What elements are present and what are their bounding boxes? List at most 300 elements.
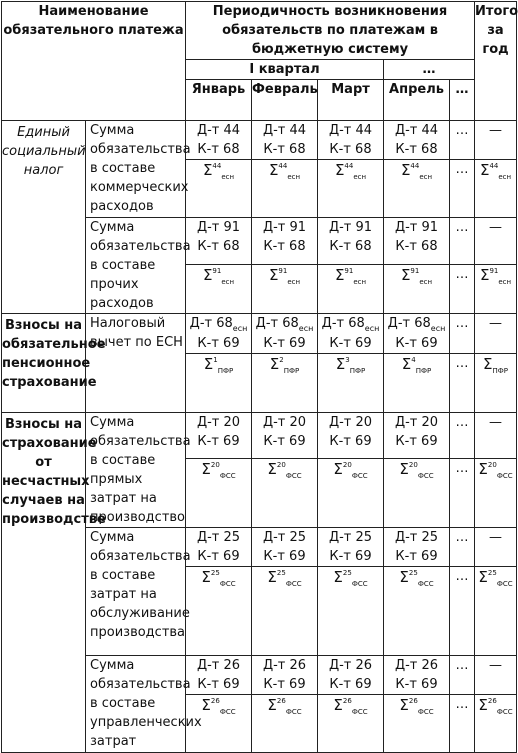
header-period-cell (186, 2, 475, 60)
description-cell (86, 314, 186, 413)
sigma-superscript: 26 (408, 697, 418, 705)
ellipsis-cell (450, 656, 475, 695)
debit-entry (318, 413, 383, 432)
credit-text: К-т 68 (197, 239, 240, 254)
entry-cell (252, 413, 318, 459)
sigma-symbol: Σ (268, 161, 279, 179)
debit-entry (252, 218, 317, 237)
credit-text: К-т 69 (329, 549, 372, 564)
sigma-subscript: есн (287, 278, 301, 287)
group-name: Единый социальный налог (2, 125, 86, 178)
debit-text: Д-т 25 (328, 530, 373, 545)
description-cell (86, 218, 191, 314)
sum-cell (252, 567, 318, 656)
sum-cell (186, 459, 252, 528)
obligation-description: Сумма обязательства в составе управленческих затрат (90, 658, 202, 749)
credit-text: К-т 68 (395, 142, 438, 157)
credit-entry (318, 140, 383, 159)
ellipsis-cell (450, 314, 475, 354)
sigma-subscript: ПФР (283, 367, 300, 375)
sigma-superscript: 26 (210, 697, 220, 705)
credit-text: К-т 69 (329, 336, 372, 351)
sigma-subscript: есн (419, 173, 433, 181)
entry-cell (252, 121, 318, 160)
sum-cell (186, 160, 252, 218)
ellipsis-cell (450, 459, 475, 528)
debit-text: Д-т 44 (394, 123, 439, 138)
sum-formula (384, 459, 449, 482)
month-label: Январь (191, 82, 246, 97)
dash: — (489, 415, 503, 430)
ellipsis-cell (450, 218, 475, 265)
sigma-subscript: есн (353, 278, 367, 287)
sigma-subscript: ФСС (219, 580, 236, 588)
entry-cell (318, 656, 384, 695)
sum-formula (318, 459, 383, 482)
sigma-superscript: 44 (410, 162, 420, 170)
sigma-subscript: ФСС (496, 580, 513, 588)
credit-text: К-т 69 (395, 434, 438, 449)
debit-text: Д-т 26 (196, 658, 241, 673)
debit-entry (384, 413, 449, 432)
group-name: Взносы на обязательное пенсионное страхование (2, 318, 106, 390)
month-ellipsis-text: … (455, 82, 469, 97)
sum-formula (252, 160, 317, 183)
sigma-symbol: Σ (401, 355, 412, 373)
sigma-symbol: Σ (399, 568, 409, 586)
group-name: Взносы на страхование от несчастных случаев на производстве (2, 417, 106, 527)
credit-text: К-т 68 (263, 142, 306, 157)
credit-entry (252, 675, 317, 694)
credit-text: К-т 69 (197, 434, 240, 449)
sigma-superscript: 44 (212, 162, 222, 170)
dash: — (489, 316, 503, 331)
total-sum-cell (475, 695, 517, 753)
sigma-symbol: Σ (400, 161, 411, 179)
sigma-symbol: Σ (202, 266, 213, 285)
entry-cell (252, 314, 318, 354)
ellipsis-cell (450, 121, 475, 160)
credit-entry (384, 140, 449, 159)
sigma-subscript: есн (353, 173, 367, 181)
total-formula (475, 567, 516, 590)
credit-text: К-т 68 (329, 142, 372, 157)
ellipsis: … (455, 415, 469, 430)
credit-entry (252, 237, 317, 256)
credit-text: К-т 69 (329, 434, 372, 449)
total-sum-cell (475, 567, 517, 656)
debit-text: Д-т 44 (196, 123, 241, 138)
entry-cell (318, 413, 384, 459)
debit-subscript: есн (232, 324, 248, 333)
sum-formula (186, 459, 251, 482)
entry-cell (384, 121, 450, 160)
ellipsis: … (455, 123, 469, 138)
debit-text: Д-т 25 (262, 530, 307, 545)
sum-formula (384, 567, 449, 590)
debit-text: Д-т 44 (262, 123, 307, 138)
sigma-symbol: Σ (483, 355, 493, 373)
total-formula (475, 695, 516, 718)
sigma-subscript: есн (221, 278, 235, 287)
sigma-superscript: 44 (344, 162, 354, 170)
sigma-subscript: ПФР (492, 367, 509, 375)
sigma-symbol: Σ (203, 355, 214, 373)
sum-formula (384, 265, 449, 288)
sigma-superscript: 25 (210, 569, 220, 577)
debit-text: Д-т 68 (189, 316, 233, 331)
debit-entry (186, 656, 251, 675)
credit-entry (186, 237, 251, 256)
credit-entry (318, 547, 383, 566)
ellipsis: … (455, 658, 469, 673)
debit-entry (252, 656, 317, 675)
sigma-subscript: ФСС (219, 472, 236, 481)
sum-cell (384, 265, 450, 314)
obligation-description: Сумма обязательства в составе прочих расходов (90, 220, 191, 311)
total-formula (475, 160, 516, 183)
month-label: Февраль (252, 82, 318, 97)
group-name-cell (2, 413, 106, 753)
sigma-symbol: Σ (268, 266, 279, 285)
sum-formula (252, 567, 317, 590)
ellipsis-cell (450, 528, 475, 567)
sigma-subscript: ФСС (351, 580, 368, 588)
sigma-superscript: 20 (210, 461, 220, 470)
sigma-subscript: ФСС (285, 708, 302, 716)
debit-entry (384, 218, 449, 237)
credit-text: К-т 68 (329, 239, 372, 254)
group-name-cell (2, 314, 106, 413)
debit-entry (384, 528, 449, 547)
debit-text: Д-т 25 (196, 530, 241, 545)
sum-cell (384, 160, 450, 218)
credit-text: К-т 69 (263, 336, 306, 351)
sum-formula (384, 695, 449, 718)
description-cell (86, 121, 191, 218)
sigma-subscript: ФСС (417, 580, 434, 588)
debit-text: Д-т 44 (328, 123, 373, 138)
sigma-symbol: Σ (399, 460, 409, 479)
debit-text: Д-т 68 (321, 316, 365, 331)
month-apr (384, 80, 450, 121)
sigma-symbol: Σ (333, 696, 343, 714)
debit-entry (318, 218, 383, 237)
sum-formula (318, 567, 383, 590)
sum-cell (252, 160, 318, 218)
sigma-symbol: Σ (267, 696, 277, 714)
sigma-symbol: Σ (479, 161, 490, 179)
sigma-superscript: 26 (487, 697, 497, 705)
ellipsis: … (455, 316, 469, 331)
debit-entry (318, 528, 383, 547)
table-row (2, 121, 517, 160)
entry-cell (318, 121, 384, 160)
debit-entry (186, 528, 251, 547)
obligation-description: Налоговый вычет по ЕСН (90, 316, 183, 350)
sum-formula (252, 265, 317, 288)
sigma-symbol: Σ (269, 355, 280, 373)
credit-text: К-т 69 (263, 677, 306, 692)
sum-cell (318, 695, 384, 753)
credit-text: К-т 69 (329, 677, 372, 692)
credit-text: К-т 69 (197, 336, 240, 351)
debit-text: Д-т 20 (196, 415, 241, 430)
month-label: Март (331, 82, 370, 97)
total-sum-cell (475, 265, 517, 314)
credit-entry (318, 432, 383, 451)
credit-text: К-т 69 (197, 549, 240, 564)
sum-formula (186, 160, 251, 183)
entry-cell (186, 314, 252, 354)
sum-cell (252, 265, 318, 314)
entry-cell (384, 656, 450, 695)
quarter-cell (186, 60, 384, 80)
sum-formula (384, 160, 449, 183)
sigma-subscript: ФСС (285, 580, 302, 588)
description-cell (86, 413, 191, 528)
sum-cell (384, 354, 450, 413)
sigma-subscript: ФСС (351, 472, 368, 481)
sum-formula (186, 567, 251, 590)
sigma-superscript: 25 (408, 569, 418, 577)
sum-cell (252, 459, 318, 528)
credit-entry (318, 334, 383, 353)
debit-text: Д-т 91 (196, 220, 241, 235)
sigma-subscript: есн (221, 173, 235, 181)
month-mar (318, 80, 384, 121)
credit-entry (252, 334, 317, 353)
entry-cell (318, 314, 384, 354)
debit-text: Д-т 20 (328, 415, 373, 430)
ellipsis: … (455, 697, 469, 712)
debit-text: Д-т 20 (262, 415, 307, 430)
debit-entry (252, 528, 317, 547)
sigma-superscript: 91 (489, 267, 499, 276)
table-body (2, 2, 517, 753)
credit-entry (186, 140, 251, 159)
credit-entry (318, 675, 383, 694)
credit-entry (252, 432, 317, 451)
sigma-symbol: Σ (333, 460, 343, 479)
sum-formula (384, 354, 449, 377)
sum-cell (318, 265, 384, 314)
group-name-cell (2, 121, 86, 314)
credit-text: К-т 68 (197, 142, 240, 157)
sigma-superscript: 20 (276, 461, 286, 470)
sigma-symbol: Σ (267, 568, 277, 586)
sigma-subscript: ФСС (285, 472, 302, 481)
quarter-label: I квартал (249, 62, 320, 77)
credit-text: К-т 69 (263, 434, 306, 449)
entry-cell (384, 413, 450, 459)
sigma-symbol: Σ (335, 355, 346, 373)
entry-cell (186, 413, 252, 459)
entry-cell (318, 218, 384, 265)
ellipsis: … (455, 356, 469, 371)
credit-text: К-т 69 (395, 549, 438, 564)
debit-text: Д-т 68 (387, 316, 431, 331)
sigma-symbol: Σ (479, 266, 490, 285)
entry-cell (384, 314, 450, 354)
sigma-subscript: ФСС (351, 708, 368, 716)
sum-cell (318, 567, 384, 656)
sigma-superscript: 91 (344, 267, 354, 276)
total-dash-cell (475, 314, 517, 354)
sigma-subscript: ФСС (417, 708, 434, 716)
sigma-subscript: ФСС (496, 708, 513, 716)
sum-cell (252, 695, 318, 753)
credit-entry (186, 547, 251, 566)
debit-text: Д-т 25 (394, 530, 439, 545)
sum-cell (186, 354, 252, 413)
header-name-cell (2, 2, 186, 121)
debit-entry (186, 314, 251, 334)
sigma-superscript: 91 (278, 267, 288, 276)
quarter-ellipsis: … (422, 62, 436, 77)
total-sum-cell (475, 160, 517, 218)
header-period-text: Периодичность возникновения обязательств по платежам в бюджетную систему (212, 4, 448, 57)
sigma-subscript: есн (419, 278, 433, 287)
sigma-symbol: Σ (334, 161, 345, 179)
sigma-superscript: 25 (487, 569, 497, 577)
sigma-symbol: Σ (201, 568, 211, 586)
debit-entry (384, 314, 449, 334)
table-row (2, 314, 517, 354)
credit-entry (384, 237, 449, 256)
header-total-cell (475, 2, 517, 121)
obligation-description: Сумма обязательства в составе прямых затрат на производство (90, 415, 191, 525)
debit-text: Д-т 26 (262, 658, 307, 673)
entry-cell (252, 528, 318, 567)
credit-text: К-т 69 (197, 677, 240, 692)
debit-subscript: есн (430, 324, 446, 333)
credit-text: К-т 69 (263, 549, 306, 564)
sum-formula (318, 265, 383, 288)
ellipsis: … (455, 267, 469, 283)
sum-cell (318, 160, 384, 218)
sigma-symbol: Σ (478, 696, 488, 714)
sigma-symbol: Σ (478, 568, 488, 586)
credit-entry (186, 675, 251, 694)
sigma-superscript: 1 (213, 356, 218, 364)
debit-entry (318, 121, 383, 140)
quarter-ellipsis-cell (384, 60, 475, 80)
sigma-superscript: 44 (489, 162, 499, 170)
sigma-superscript: 25 (276, 569, 286, 577)
obligations-table (1, 1, 517, 753)
sigma-symbol: Σ (399, 696, 409, 714)
total-dash-cell (475, 656, 517, 695)
sigma-superscript: 25 (342, 569, 352, 577)
sigma-superscript: 20 (342, 461, 352, 470)
debit-text: Д-т 91 (262, 220, 307, 235)
sigma-superscript: 20 (487, 461, 497, 470)
credit-entry (318, 237, 383, 256)
debit-entry (252, 121, 317, 140)
sigma-superscript: 3 (345, 356, 350, 364)
sigma-symbol: Σ (400, 266, 411, 285)
sigma-subscript: есн (287, 173, 301, 181)
sum-cell (318, 354, 384, 413)
credit-entry (384, 675, 449, 694)
sum-cell (384, 695, 450, 753)
ellipsis-cell (450, 160, 475, 218)
credit-text: К-т 68 (395, 239, 438, 254)
total-dash-cell (475, 218, 517, 265)
credit-entry (186, 432, 251, 451)
credit-entry (384, 432, 449, 451)
total-dash-cell (475, 121, 517, 160)
sigma-superscript: 2 (279, 356, 284, 364)
ellipsis: … (455, 461, 469, 477)
ellipsis-cell (450, 413, 475, 459)
total-formula (475, 459, 516, 482)
sum-formula (186, 265, 251, 288)
entry-cell (186, 218, 252, 265)
debit-text: Д-т 26 (328, 658, 373, 673)
sum-cell (252, 354, 318, 413)
description-cell (86, 528, 191, 656)
sigma-superscript: 91 (212, 267, 222, 276)
sigma-subscript: ПФР (415, 367, 432, 375)
month-jan (186, 80, 252, 121)
sum-cell (186, 265, 252, 314)
sigma-subscript: есн (498, 278, 512, 287)
debit-text: Д-т 68 (255, 316, 299, 331)
debit-entry (318, 314, 383, 334)
debit-entry (186, 218, 251, 237)
entry-cell (384, 528, 450, 567)
credit-entry (384, 334, 449, 353)
month-feb (252, 80, 318, 121)
ellipsis-cell (450, 265, 475, 314)
header-name-text: Наименование обязательного платежа (3, 4, 184, 38)
ellipsis: … (455, 162, 469, 177)
sigma-symbol: Σ (201, 696, 211, 714)
sigma-symbol: Σ (333, 568, 343, 586)
total-sum-cell (475, 459, 517, 528)
header-total-text: Итого за год (475, 4, 518, 57)
entry-cell (384, 218, 450, 265)
sigma-subscript: есн (498, 173, 512, 181)
debit-text: Д-т 20 (394, 415, 439, 430)
sum-cell (384, 459, 450, 528)
credit-entry (252, 140, 317, 159)
sigma-superscript: 44 (278, 162, 288, 170)
ellipsis: … (455, 220, 469, 235)
credit-text: К-т 69 (395, 677, 438, 692)
sum-cell (384, 567, 450, 656)
dash: — (489, 530, 503, 545)
sigma-subscript: ПФР (217, 367, 234, 375)
ellipsis-cell (450, 567, 475, 656)
entry-cell (186, 121, 252, 160)
debit-entry (252, 314, 317, 334)
sigma-symbol: Σ (478, 460, 488, 479)
debit-subscript: есн (364, 324, 380, 333)
sigma-superscript: 26 (342, 697, 352, 705)
total-dash-cell (475, 413, 517, 459)
ellipsis: … (455, 569, 469, 584)
debit-text: Д-т 26 (394, 658, 439, 673)
obligation-description: Сумма обязательства в составе коммерческих расходов (90, 123, 191, 214)
sigma-symbol: Σ (334, 266, 345, 285)
credit-text: К-т 68 (263, 239, 306, 254)
debit-entry (384, 121, 449, 140)
dash: — (489, 658, 503, 673)
ellipsis-cell (450, 354, 475, 413)
